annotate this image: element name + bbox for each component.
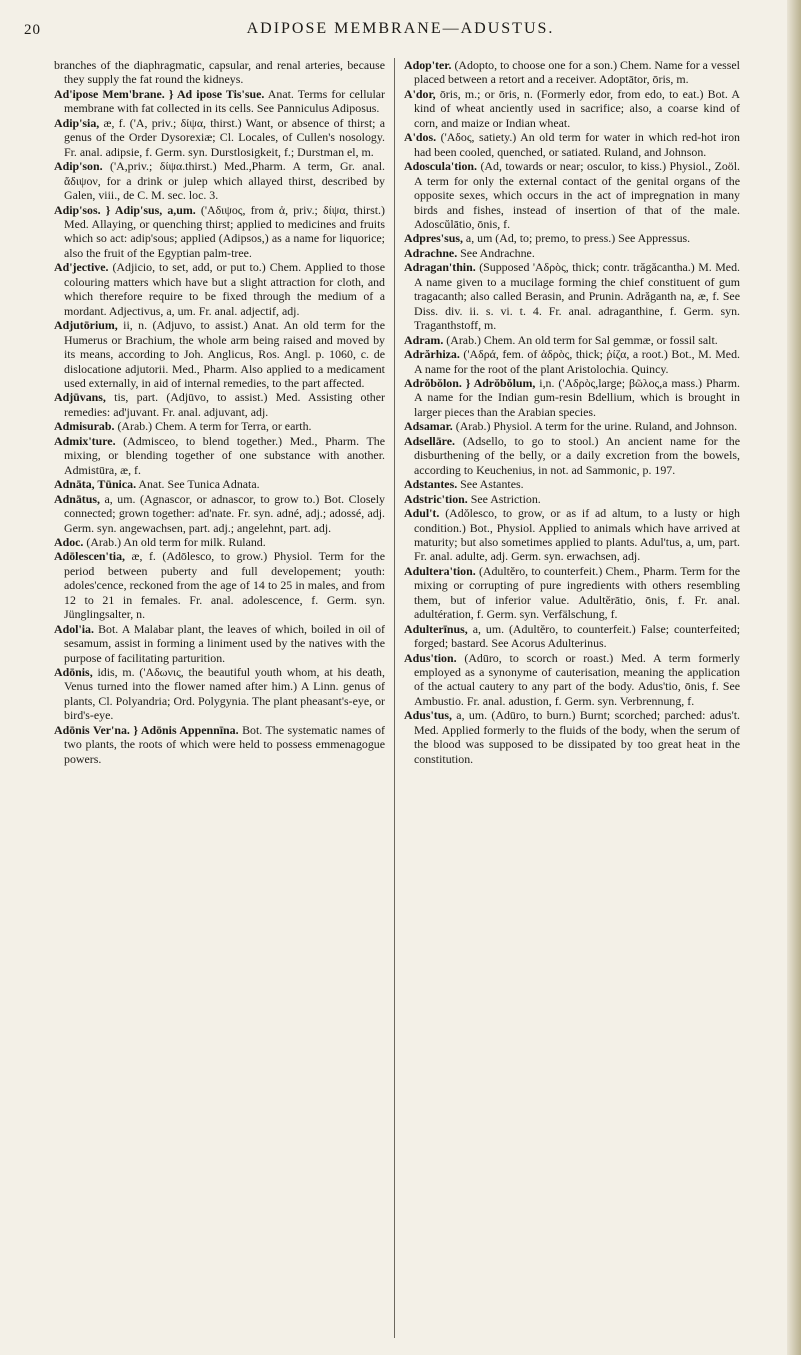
dictionary-entry	[54, 318, 385, 390]
entry-headword: Adram.	[404, 332, 444, 347]
entry-headword: Adol'ia.	[54, 621, 94, 636]
dictionary-entry	[404, 492, 740, 506]
entry-definition: See Andrachne.	[460, 245, 535, 260]
entry-headword: Adōnis Ver'na. } Adōnis Appennīna.	[54, 722, 239, 737]
entry-definition: a, um (Ad, to; premo, to press.) See Appressus.	[465, 231, 691, 246]
dictionary-entry	[54, 492, 385, 535]
entry-definition: a, um. (Adūro, to burn.) Burnt; scorched; parched: adus't. Med. Applied formerly to the fluids of the body, when the serum of the blood was supposed to be dissipated by too great heat in the constitution.	[414, 708, 740, 766]
entry-headword: Admix'ture.	[54, 433, 116, 448]
left-column	[54, 58, 385, 766]
entry-definition: Bot. A Malabar plant, the leaves of which, boiled in oil of sesamum, assist in forming a liniment used by the natives with the purpose of facilitating parturition.	[64, 621, 385, 665]
entry-definition: (Adŏlesco, to grow, or as if ad altum, to a lusty or high condition.) Bot., Physiol. Applied to animals which have arrived at maturity; but also sometimes applied to plants. Adul'tus, a, um, part. Fr. anal. adulte, adj. Germ. syn. erwachsen, adj.	[414, 506, 740, 564]
entry-definition: æ, f. ('A, priv.; δίψα, thirst.) Want, or absence of thirst; a genus of the Order Dysorexiæ; Cl. Locales, of Cullen's nosology. Fr. anal. adipsie, f. Germ. syn. Durstlosigkeit, f.; Durstman el, m.	[64, 115, 385, 159]
entry-definition: æ, f. (Adōlesco, to grow.) Physiol. Term for the period between puberty and full developement; youth: adoles'cence, reckoned from the age of 14 to 25 in males, and from 12 to 21 in females. Fr. anal. adolescence, f. Germ. syn. Jünglingsalter, n.	[64, 549, 385, 622]
entry-definition: (Arab.) An old term for milk. Ruland.	[86, 534, 266, 549]
entry-headword: Adragan'thin.	[404, 260, 476, 275]
dictionary-entry	[404, 506, 740, 564]
dictionary-entry	[404, 333, 740, 347]
dictionary-entry	[404, 130, 740, 159]
entry-headword: Adop'ter.	[404, 58, 452, 72]
entry-definition: (Arab.) Chem. An old term for Sal gemmæ, or fossil salt.	[446, 332, 718, 347]
entry-headword: A'dos.	[404, 130, 437, 145]
dictionary-entry	[404, 231, 740, 245]
entry-headword: A'dor,	[404, 86, 436, 101]
entry-definition: (Admisceo, to blend together.) Med., Pharm. The mixing, or blending together of one substance with another. Admistūra, æ, f.	[64, 433, 385, 477]
entry-definition: (Arab.) Physiol. A term for the urine. Ruland, and Johnson.	[455, 419, 738, 434]
entry-headword: Adsamar.	[404, 419, 453, 434]
entry-headword: Ad'jective.	[54, 260, 109, 275]
dictionary-entry	[54, 390, 385, 419]
entry-definition: ('Αδος, satiety.) An old term for water in which red-hot iron had been cooled, quenched, or satiated. Ruland, and Johnson.	[414, 130, 740, 159]
entry-headword: Adōlescen'tia,	[54, 549, 126, 564]
dictionary-entry	[404, 434, 740, 477]
entry-definition: branches of the diaphragmatic, capsular, and renal arteries, because they supply the fat round the kidneys.	[54, 58, 385, 87]
dictionary-entry	[404, 159, 740, 231]
entry-definition: tis, part. (Adjūvo, to assist.) Med. Assisting other remedies: ad'juvant. Fr. anal. adjuvant, adj.	[64, 390, 385, 419]
entry-definition: i,n. ('Αδρὸς,large; βῶλος,a mass.) Pharm. A name for the Indian gum-resin Bdellium, which is brought in larger pieces than the Arabian species.	[414, 375, 740, 419]
entry-definition: a, um. (Adultĕro, to counterfeit.) False; counterfeited; forged; bastard. See Acorus Adulterinus.	[414, 621, 740, 651]
dictionary-entry	[404, 246, 740, 260]
dictionary-entry	[54, 665, 385, 723]
entry-headword: Adul't.	[404, 506, 440, 521]
entry-definition: See Astantes.	[460, 477, 524, 492]
entry-headword: Adnātus,	[54, 491, 100, 506]
dictionary-entry	[54, 260, 385, 318]
entry-headword: Adultera'tion.	[404, 563, 476, 578]
dictionary-entry	[54, 87, 385, 116]
entry-definition: ('A,priv.; δίψα.thirst.) Med.,Pharm. A term, Gr. anal. ἄδιψον, for a drink or julep which allayed thirst, described by Galen, viii., de C. M. sec. loc. 3.	[64, 159, 385, 203]
entry-headword: Adnāta, Tūnica.	[54, 477, 137, 492]
entry-headword: Adjūvans,	[54, 390, 106, 405]
dictionary-entry	[54, 477, 385, 491]
entry-definition: (Adopto, to choose one for a son.) Chem. Name for a vessel placed between a retort and a receiver. Adoptātor, ōris, m.	[414, 58, 740, 87]
entry-definition: (Ad, towards or near; osculor, to kiss.) Physiol., Zoöl. A term for only the external contact of the genital organs of the opposite sexes, which occurs in the act of impregnation in many birds and fishes, instead of insertion of that of the male. Adoscŭlātio, ōnis, f.	[414, 159, 740, 231]
entry-definition: Anat. See Tunica Adnata.	[138, 477, 260, 492]
dictionary-entry	[404, 564, 740, 622]
page-header	[0, 0, 801, 46]
dictionary-entry	[54, 535, 385, 549]
entry-headword: Adrachne.	[404, 245, 458, 260]
entry-headword: Admisurab.	[54, 419, 115, 434]
entry-headword: Adip'sos. } Adip'sus, a,um.	[54, 202, 196, 217]
entry-headword: Adoc.	[54, 534, 84, 549]
dictionary-entry	[404, 58, 740, 87]
dictionary-entry	[54, 159, 385, 202]
entry-definition: ('Αδρά, fem. of ἁδρὸς, thick; ῥίζα, a root.) Bot., M. Med. A name for the root of the plant Aristolochia. Quincy.	[414, 347, 740, 376]
entry-headword: Ad'ipose Mem'brane. } Ad ipose Tis'sue.	[54, 86, 265, 101]
entry-headword: Adus'tion.	[404, 650, 457, 665]
entry-headword: Adjutōrium,	[54, 318, 118, 333]
dictionary-entry	[54, 723, 385, 766]
entry-headword: Adstantes.	[404, 477, 458, 492]
running-head: ADIPOSE MEMBRANE—ADUSTUS.	[246, 20, 555, 37]
entry-headword: Adip'son.	[54, 159, 103, 174]
dictionary-entry	[404, 622, 740, 651]
entry-definition: (Adjicio, to set, add, or put to.) Chem. Applied to those colouring matters which have but a slight attraction for cloth, and which therefore require to be fixed through the medium of a mordant. Adjectivus, a, um. Fr. anal. adjectif, adj.	[64, 260, 385, 318]
dictionary-entry	[404, 651, 740, 709]
page-number: 20	[24, 22, 41, 38]
dictionary-entry	[404, 419, 740, 433]
entry-headword: Adōnis,	[54, 665, 93, 680]
entry-headword: Adulterīnus,	[404, 621, 468, 636]
entry-definition: (Adultĕro, to counterfeit.) Chem., Pharm. Term for the mixing or corrupting of pure ingredients with others resembling them, but of inferior value. Adultĕrātio, ōnis, f. Fr. anal. adultération, f. Germ. syn. Verfälschung, f.	[414, 563, 740, 622]
entry-definition: Bot. The systematic names of two plants, the roots of which were held to possess emmenagogue powers.	[64, 722, 385, 766]
page-edge	[787, 0, 801, 1355]
dictionary-entry	[54, 434, 385, 477]
entry-headword: Adoscula'tion.	[404, 159, 478, 174]
entry-headword: Adip'sia,	[54, 115, 100, 130]
entry-headword: Adstric'tion.	[404, 491, 468, 506]
entry-headword: Adus'tus,	[404, 708, 452, 723]
entry-definition: ōris, m.; or ōris, n. (Formerly edor, from edo, to eat.) Bot. A kind of wheat anciently used in sacrifice; also, a coarse kind of corn, and maize or Indian wheat.	[414, 86, 740, 130]
entry-definition: Anat. Terms for cellular membrane with fat collected in its cells. See Panniculus Adiposus.	[64, 86, 385, 116]
entry-definition: (Adūro, to scorch or roast.) Med. A term formerly employed as a synonyme of cauterisation, meaning the application of the actual cautery to any part of the body. Adus'tio, ōnis, f. See Ambustio. Fr. anal. adustion, f. Germ. syn. Verbrennung, f.	[414, 650, 740, 708]
entry-definition: See Astriction.	[470, 491, 541, 506]
entry-headword: Adpres'sus,	[404, 231, 463, 246]
entry-headword: Adrŏbŏlon. } Adrŏbŏlum,	[404, 375, 536, 390]
dictionary-entry	[404, 477, 740, 491]
dictionary-entry	[54, 58, 385, 87]
entry-definition: a, um. (Agnascor, or adnascor, to grow to.) Bot. Closely connected; grown together: ad'nate. Fr. syn. adné, adj.; adossé, adj. Germ. syn. angewachsen, part. adj.; angelehnt, part. adj.	[64, 491, 385, 535]
right-column	[404, 58, 740, 766]
entry-definition: ('Αδιψος, from ἀ, priv.; δίψα, thirst.) Med. Allaying, or quenching thirst; applied to medicines and fruits which so act: adip'sous; applied (Adipsos,) as a name for liquorice; also the fruit of the Egyptian palm-tree.	[64, 202, 385, 260]
dictionary-entry	[404, 708, 740, 766]
entry-definition: ii, n. (Adjuvo, to assist.) Anat. An old term for the Humerus or Brachium, the whole arm being raised and moved by its means, according to Joh. Anglicus, Ros. Angl. p. 1060, c. de dislocatione adjutorii. Med., Pharm. Also applied to a medicament used externally, in aid of internal remedies, to the part affected.	[64, 318, 385, 390]
dictionary-entry	[54, 116, 385, 159]
dictionary-entry	[54, 549, 385, 621]
entry-headword: Adsellāre.	[404, 433, 455, 448]
dictionary-entry	[404, 87, 740, 130]
column-rule	[394, 58, 395, 1338]
entry-definition: (Arab.) Chem. A term for Terra, or earth.	[117, 419, 312, 434]
entry-definition: (Supposed 'Αδρὸς, thick; contr. trăgăcantha.) M. Med. A name given to a mucilage forming the chief constituent of gum tragacanth; also called Berasin, and Prunin. Adrăganth na, æ, f. See Diss. div. ii. s. vi. t. 4. Fr. anal. adraganthine, f. Germ. syn. Traganthstoff, m.	[414, 260, 740, 333]
dictionary-entry	[54, 419, 385, 433]
entry-definition: (Adsello, to go to stool.) An ancient name for the disburthening of the belly, or a daily excretion from the bowels, according to Keuchenius, in not. ad Sammonic, p. 197.	[414, 433, 740, 477]
entry-definition: idis, m. ('Αδωνις, the beautiful youth whom, at his death, Venus turned into the flower named after him.) A Linn. genus of plants, Cl. Polyandria; Ord. Polygynia. The plant pheasant's-eye, or bird's-eye.	[64, 665, 385, 723]
dictionary-entry	[404, 376, 740, 419]
dictionary-entry	[404, 347, 740, 376]
entry-headword: Adrărhiza.	[404, 347, 460, 362]
dictionary-entry	[404, 260, 740, 332]
dictionary-entry	[54, 622, 385, 665]
dictionary-entry	[54, 203, 385, 261]
